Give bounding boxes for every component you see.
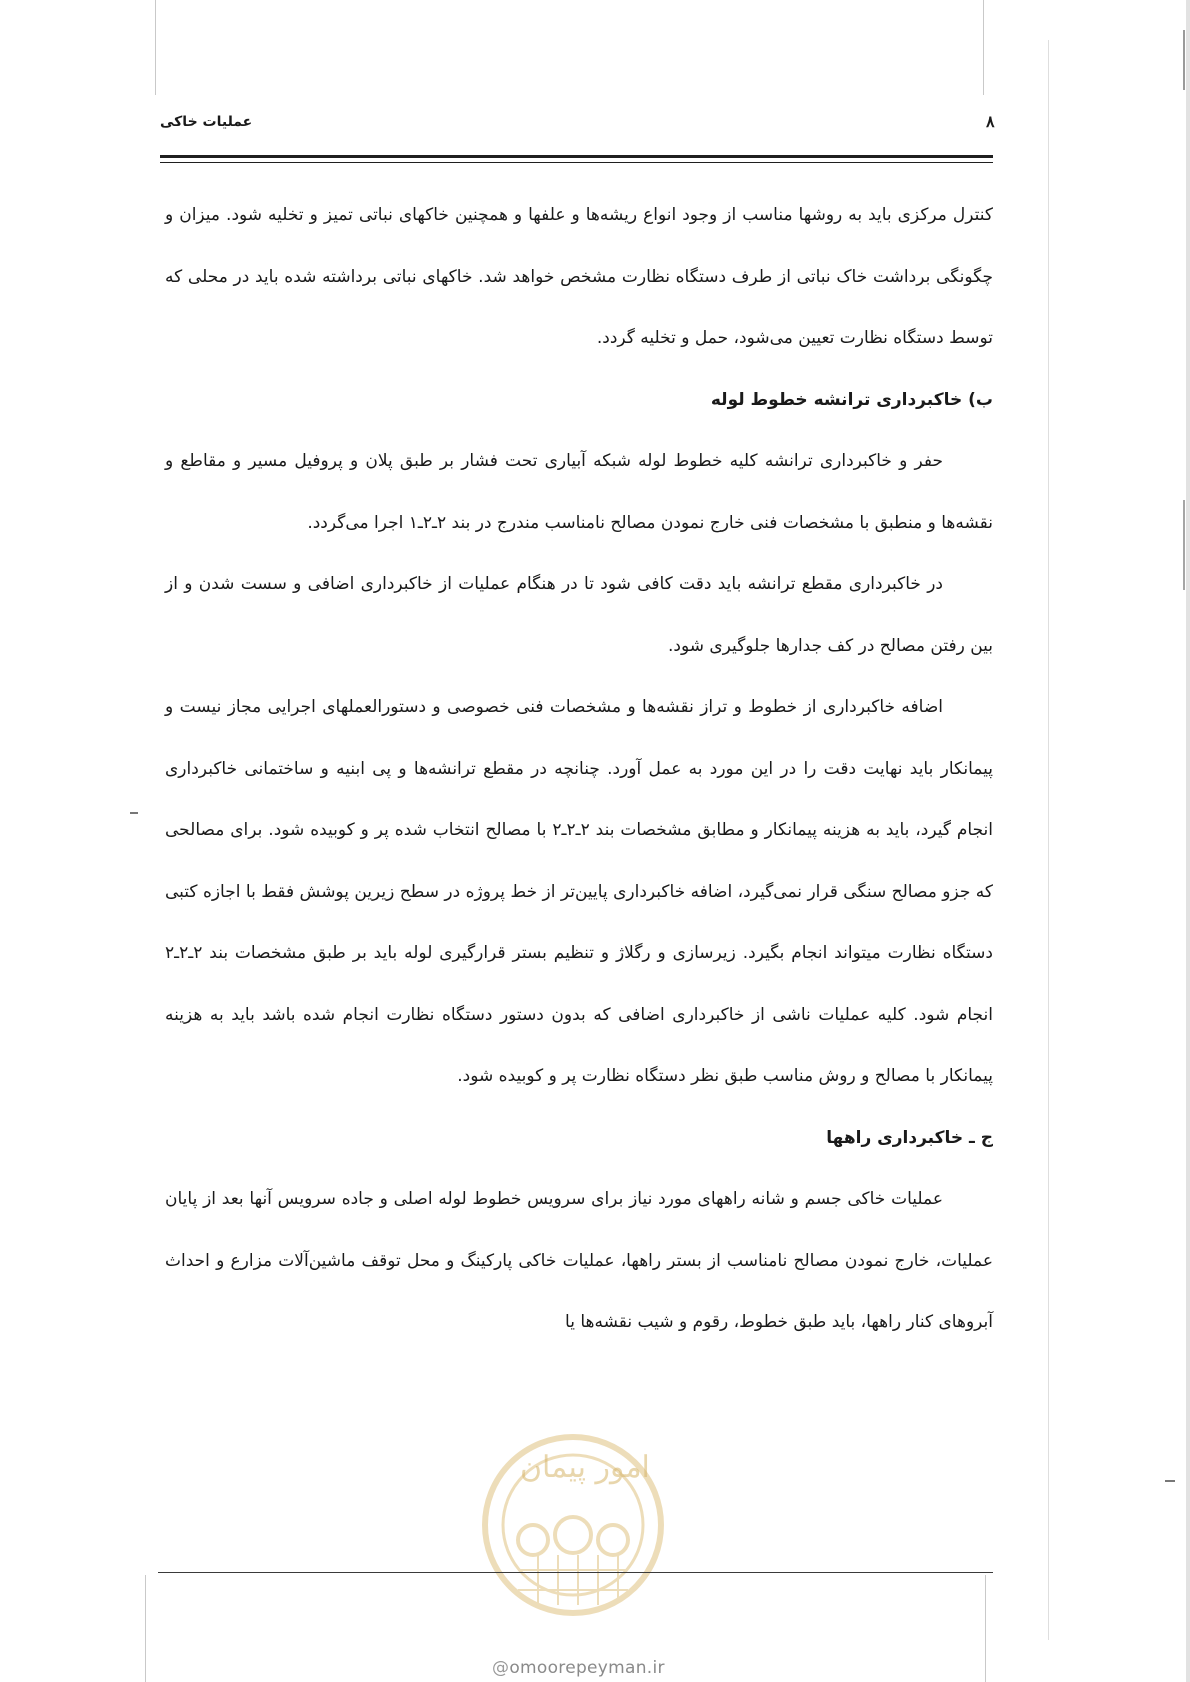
footer-url[interactable] [492,1658,665,1678]
header-rule-thick [160,155,993,158]
watermark-text: امور پیمان [520,1450,650,1485]
at-icon: @ [492,1658,510,1678]
paragraph: کنترل مرکزی باید به روشها مناسب از وجود انواع ریشه‌ها و علفها و همچنین خاکهای نباتی تمیز و تخلیه شود. میزان و چگونگی برداشت خاک نباتی از طرف دستگاه نظارت مشخص خواهد شد. خاکهای نباتی برداشته شده باید در محلی که توسط دستگاه نظارت تعیین می‌شود، حمل و تخلیه گردد. [165,205,993,348]
footer-rule [158,1572,993,1573]
running-header [160,112,993,142]
paragraph: عملیات خاکی جسم و شانه راههای مورد نیاز برای سرویس خطوط لوله اصلی و جاده سرویس آنها بعد از پایان عملیات، خارج نمودن مصالح نامناسب از بستر راهها، عملیات خاکی پارکینگ و محل توقف ماشین‌آلات مزارع و احداث آبروهای کنار راهها، باید طبق خطوط، رقوم و شیب نقشه‌ها یا [165,1189,993,1332]
scan-margin-line [1048,40,1049,1640]
scan-margin-line [983,0,984,95]
section-title: عملیات خاکی [160,114,253,130]
section-heading: ب) خاکبرداری ترانشه خطوط لوله [710,389,993,410]
page-number: ۸ [986,112,995,131]
scan-edge-shadow [1186,0,1190,1682]
paragraph: حفر و خاکبرداری ترانشه کلیه خطوط لوله شبکه آبیاری تحت فشار بر طبق پلان و پروفیل مسیر و مقاطع و نقشه‌ها و منطبق با مشخصات فنی خارج نمودن مصالح نامناسب مندرج در بند ۲ـ۲ـ۱ اجرا می‌گردد. [165,451,993,533]
paragraph: در خاکبرداری مقطع ترانشه باید دقت کافی شود تا در هنگام عملیات از خاکبرداری اضافی و سست شدن و از بین رفتن مصالح در کف جدارها جلوگیری شود. [165,574,993,656]
scan-margin-line [145,1575,146,1682]
section-heading: ج ـ خاکبرداری راهها [826,1127,993,1148]
scan-dot [130,812,138,814]
paragraph: اضافه خاکبرداری از خطوط و تراز نقشه‌ها و مشخصات فنی خصوصی و دستورالعملهای اجرایی مجاز نیست و پیمانکار باید نهایت دقت را در این مورد به عمل آورد. چنانچه در مقطع ترانشه‌ها و پی ابنیه و ساختمانی خاکبرداری انجام گیرد، باید به هزینه پیمانکار و مطابق مشخصات بند ۲ـ۲ـ۲ با مصالح انتخاب شده پر و کوبیده شود. برای مصالحی که جزو مصالح سنگی قرار نمی‌گیرد، اضافه خاکبرداری پایین‌تر از خط پروژه در سطح زیرین پوشش فقط با اجازه کتبی دستگاه نظارت میتواند انجام بگیرد. زیرسازی و رگلاژ و تنظیم بستر قرارگیری لوله باید بر طبق مشخصات بند ۲ـ۲ـ۲ انجام شود. کلیه عملیات ناشی از خاکبرداری اضافی که بدون دستور دستگاه نظارت انجام شده باشد باید به هزینه پیمانکار با مصالح و روش مناسب طبق نظر دستگاه نظارت پر و کوبیده شود. [165,697,993,1086]
scan-edge-mark [1183,500,1185,590]
scan-edge-mark [1183,30,1185,90]
scan-margin-line [155,0,156,95]
header-rule-thin [160,162,993,163]
scan-margin-line [985,1575,986,1682]
scan-dot [1165,1480,1175,1482]
footer-url-text: omoorepeyman.ir [509,1658,665,1678]
body-text [165,185,993,1354]
